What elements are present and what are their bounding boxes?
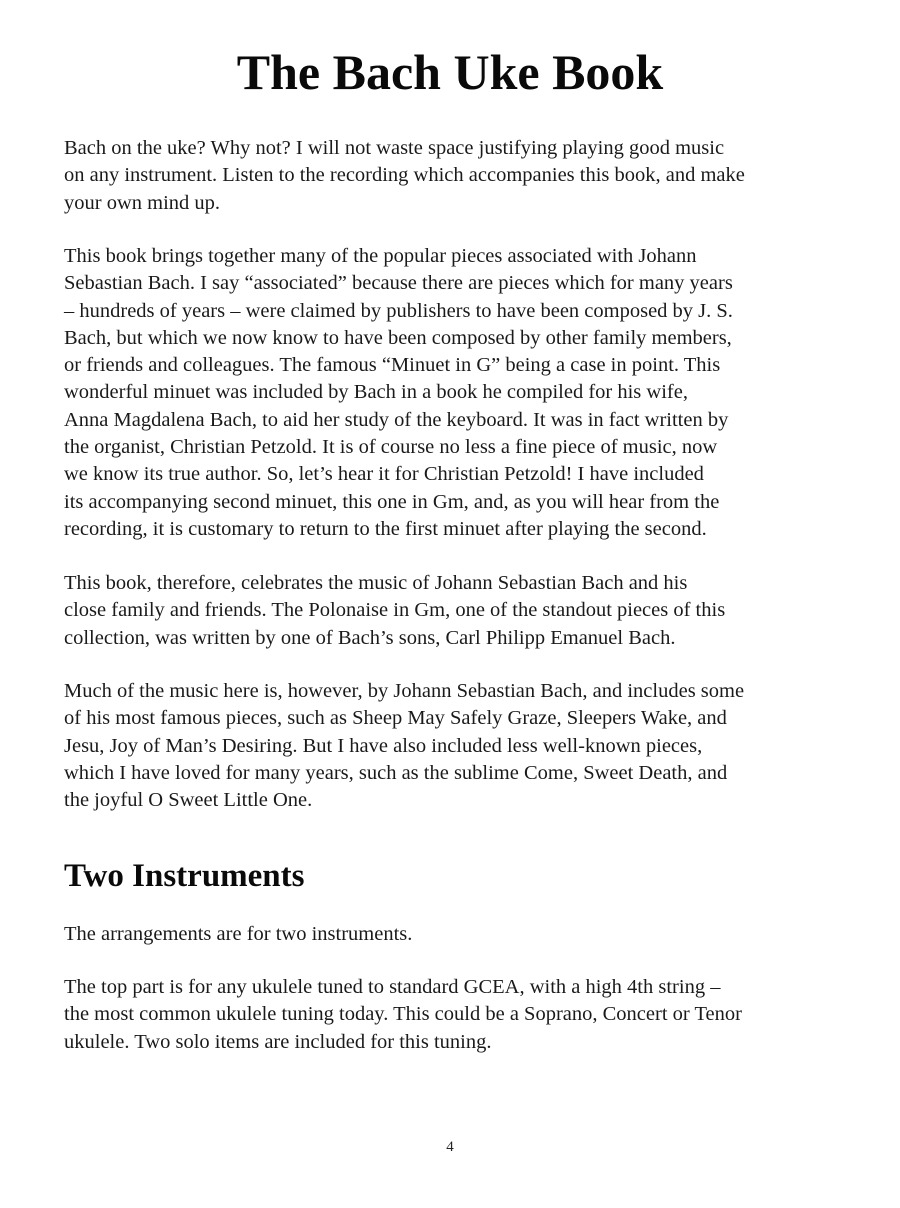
intro-paragraph: Bach on the uke? Why not? I will not waste space justifying playing good music on any instrument. Listen to the recording which accompanies this book, and make your own mind up. <box>64 137 745 214</box>
family-friends-paragraph: This book, therefore, celebrates the music of Johann Sebastian Bach and his close family and friends. The Polonaise in Gm, one of the standout pieces of this collection, was written by one of Bach’s sons, Carl Philipp Emanuel Bach. <box>64 572 726 649</box>
page-number: 4 <box>446 1139 454 1155</box>
associated-pieces-paragraph: This book brings together many of the popular pieces associated with Johann Sebastian Bach. I say “associated” because there are pieces which for many years – hundreds of years – were claimed by publishers to have been composed by J. S. Bach, but which we now know to have been composed by other family members, or friends and colleagues. The famous “Minuet in G” being a case in point. This wonderful minuet was included by Bach in a book he compiled for his wife, Anna Magdalena Bach, to aid her study of the keyboard. It was in fact written by the organist, Christian Petzold. It is of course no less a fine piece of music, now we know its true author. So, let’s hear it for Christian Petzold! I have included its accompanying second minuet, this one in Gm, and, as you will hear from the recording, it is customary to return to the first minuet after playing the second. <box>64 245 733 540</box>
famous-pieces-paragraph: Much of the music here is, however, by Johann Sebastian Bach, and includes some of his most famous pieces, such as Sheep May Safely Graze, Sleepers Wake, and Jesu, Joy of Man’s Desiring. But I have also included less well-known pieces, which I have loved for many years, such as the sublime Come, Sweet Death, and the joyful O Sweet Little One. <box>64 680 745 812</box>
section-heading: Two Instruments <box>64 858 305 894</box>
arrangements-paragraph: The arrangements are for two instruments. <box>64 923 413 945</box>
page-title: The Bach Uke Book <box>236 44 664 100</box>
tuning-paragraph: The top part is for any ukulele tuned to standard GCEA, with a high 4th string – the most common ukulele tuning today. This could be a Soprano, Concert or Tenor ukulele. Two solo items are included for this tuning. <box>64 976 742 1053</box>
